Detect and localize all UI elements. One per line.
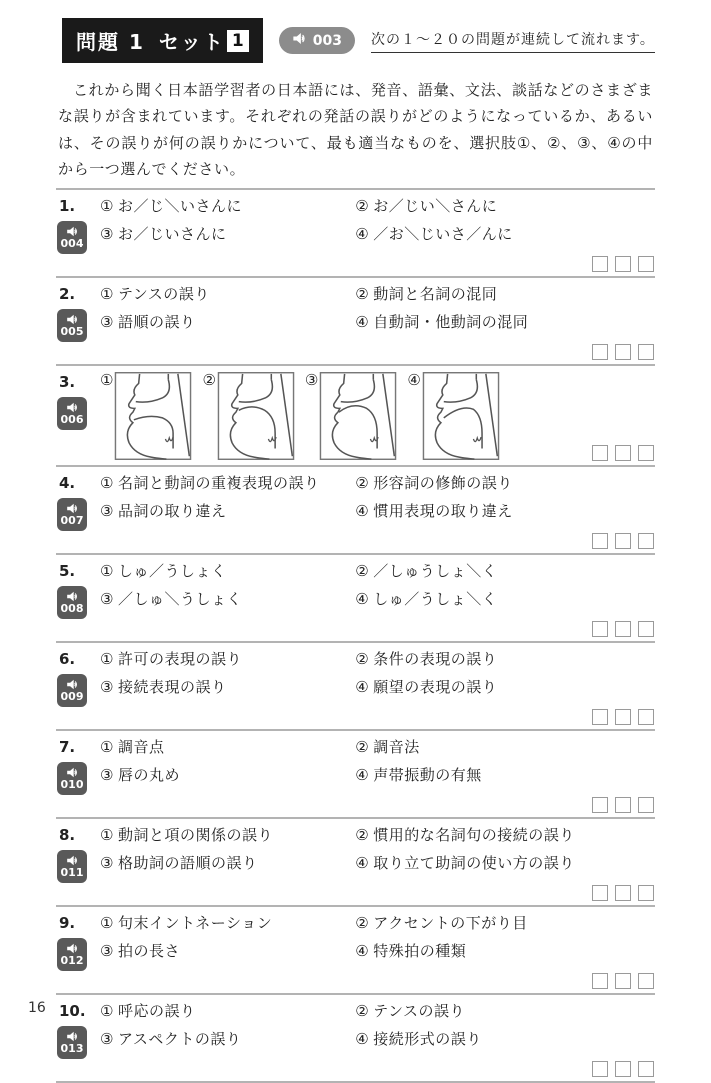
audio-track-number: 003 xyxy=(312,32,342,49)
option-mark: ③ xyxy=(100,854,114,872)
option[interactable] xyxy=(100,589,355,609)
set-number-box: 1 xyxy=(227,30,249,52)
speaker-icon xyxy=(66,767,79,778)
option[interactable] xyxy=(355,284,655,304)
answer-checkbox[interactable] xyxy=(592,797,608,813)
option-text: 条件の表現の誤り xyxy=(373,650,498,668)
option-mark: ③ xyxy=(100,590,114,608)
vocal-tract-diagram xyxy=(114,372,192,460)
option-text: 唇の丸め xyxy=(117,766,180,784)
option-mark: ② xyxy=(355,914,370,932)
audio-track-pill xyxy=(279,27,355,54)
question-number: 8. xyxy=(59,826,76,844)
answer-checkbox[interactable] xyxy=(592,1061,608,1077)
option-mark: ① xyxy=(100,738,114,756)
answer-checkbox[interactable] xyxy=(638,973,654,989)
answer-checkbox[interactable] xyxy=(638,533,654,549)
audio-track-badge xyxy=(57,397,87,430)
question-number: 6. xyxy=(59,650,76,668)
audio-track-number: 006 xyxy=(60,413,84,426)
answer-checkbox[interactable] xyxy=(638,1061,654,1077)
option-text: ／お＼じいさ／んに xyxy=(373,225,513,243)
option-text: 声帯振動の有無 xyxy=(373,766,482,784)
option[interactable] xyxy=(100,737,355,757)
option-text: 名詞と動詞の重複表現の誤り xyxy=(117,474,320,492)
answer-checkbox[interactable] xyxy=(638,797,654,813)
audio-track-badge xyxy=(57,498,87,531)
option-mark: ④ xyxy=(355,854,370,872)
option-text: 調音法 xyxy=(373,738,420,756)
vocal-tract-diagram xyxy=(217,372,295,460)
audio-track-badge xyxy=(57,674,87,707)
option[interactable] xyxy=(100,284,355,304)
option[interactable] xyxy=(355,501,655,521)
option[interactable] xyxy=(100,1029,355,1049)
audio-track-badge xyxy=(57,221,87,254)
option-text: 語順の誤り xyxy=(117,313,196,331)
audio-track-number: 004 xyxy=(60,237,84,250)
answer-boxes xyxy=(56,885,655,902)
option-text: 特殊拍の種類 xyxy=(373,942,467,960)
audio-track-badge xyxy=(57,586,87,619)
answer-checkbox[interactable] xyxy=(638,709,654,725)
option-mark: ② xyxy=(355,474,370,492)
option-mark: ② xyxy=(355,562,370,580)
options xyxy=(100,1001,655,1059)
option-mark: ① xyxy=(100,562,114,580)
answer-boxes xyxy=(56,973,655,990)
option-mark: ③ xyxy=(304,371,319,389)
option-mark: ④ xyxy=(355,1030,370,1048)
option-text: アスペクトの誤り xyxy=(117,1030,242,1048)
option-mark: ② xyxy=(355,1002,370,1020)
audio-track-number: 008 xyxy=(60,602,84,615)
option-text: 自動詞・他動詞の混同 xyxy=(373,313,529,331)
option-mark: ④ xyxy=(355,590,370,608)
speaker-icon xyxy=(66,402,79,413)
question-row xyxy=(56,364,655,465)
option[interactable] xyxy=(100,501,355,521)
option-text: しゅ／うしょく xyxy=(117,562,227,580)
option-mark: ④ xyxy=(355,942,370,960)
answer-boxes xyxy=(56,797,655,814)
answer-checkbox[interactable] xyxy=(592,973,608,989)
option-text: ／しゅ＼うしょく xyxy=(117,590,242,608)
speaker-icon xyxy=(66,943,79,954)
option-mark: ③ xyxy=(100,678,114,696)
option[interactable] xyxy=(355,649,655,669)
option-mark: ① xyxy=(100,914,114,932)
answer-checkbox[interactable] xyxy=(638,445,654,461)
question-row xyxy=(56,465,655,553)
option-image[interactable] xyxy=(100,372,192,460)
option-text: 調音点 xyxy=(117,738,165,756)
options xyxy=(100,561,655,619)
option-mark: ② xyxy=(355,826,370,844)
option-text: 句末イントネーション xyxy=(117,914,273,932)
audio-track-number: 009 xyxy=(60,690,84,703)
option-image[interactable] xyxy=(407,372,499,460)
answer-boxes xyxy=(56,344,655,361)
option-mark: ① xyxy=(100,826,114,844)
option-text: テンスの誤り xyxy=(373,1002,466,1020)
answer-boxes xyxy=(56,621,655,638)
speaker-icon xyxy=(66,591,79,602)
speaker-icon xyxy=(66,679,79,690)
option-mark: ④ xyxy=(355,766,370,784)
option-text: 動詞と名詞の混同 xyxy=(373,285,498,303)
option-text: 慣用的な名詞句の接続の誤り xyxy=(373,826,575,844)
audio-track-badge xyxy=(57,850,87,883)
audio-track-number: 012 xyxy=(60,954,84,967)
question-row xyxy=(56,729,655,817)
answer-checkbox[interactable] xyxy=(615,445,631,461)
answer-checkbox[interactable] xyxy=(592,533,608,549)
option-mark: ① xyxy=(100,285,114,303)
answer-checkbox[interactable] xyxy=(615,256,631,272)
option-mark: ② xyxy=(355,650,370,668)
option-mark: ④ xyxy=(355,678,370,696)
speaker-icon xyxy=(66,1031,79,1042)
question-row xyxy=(56,905,655,993)
option-mark: ② xyxy=(355,738,370,756)
audio-track-badge xyxy=(57,1026,87,1059)
option[interactable] xyxy=(355,737,655,757)
answer-checkbox[interactable] xyxy=(615,344,631,360)
option-text: 呼応の誤り xyxy=(117,1002,196,1020)
answer-boxes xyxy=(56,1061,655,1078)
option[interactable] xyxy=(355,196,655,216)
option-text: 格助詞の語順の誤り xyxy=(117,854,258,872)
question-number: 4. xyxy=(59,474,76,492)
option[interactable] xyxy=(355,561,655,581)
option-mark: ① xyxy=(100,1002,114,1020)
audio-track-badge xyxy=(57,762,87,795)
answer-checkbox[interactable] xyxy=(615,533,631,549)
option[interactable] xyxy=(100,941,355,961)
answer-checkbox[interactable] xyxy=(615,973,631,989)
answer-boxes xyxy=(56,709,655,726)
option-text: 形容詞の修飾の誤り xyxy=(373,474,513,492)
option-mark: ④ xyxy=(355,313,370,331)
options xyxy=(100,825,655,883)
options xyxy=(100,649,655,707)
option-text: 品詞の取り違え xyxy=(117,502,227,520)
audio-track-number: 013 xyxy=(60,1042,84,1055)
option[interactable] xyxy=(100,913,355,933)
options xyxy=(100,737,655,795)
answer-checkbox[interactable] xyxy=(638,256,654,272)
option-text: ／しゅうしょ＼く xyxy=(373,562,498,580)
option[interactable] xyxy=(100,312,355,332)
problem-title: 問題 1 xyxy=(76,30,145,54)
answer-boxes xyxy=(56,256,655,273)
option[interactable] xyxy=(355,1001,655,1021)
option-mark: ③ xyxy=(100,1030,114,1048)
option-text: お／じいさんに xyxy=(117,225,227,243)
audio-track-number: 007 xyxy=(60,514,84,527)
answer-checkbox[interactable] xyxy=(592,344,608,360)
option-text: 願望の表現の誤り xyxy=(373,678,498,696)
option-text: お／じい＼さんに xyxy=(373,197,498,215)
answer-boxes xyxy=(56,533,655,550)
option[interactable] xyxy=(355,765,655,785)
question-row xyxy=(56,817,655,905)
option[interactable] xyxy=(355,224,655,244)
question-row xyxy=(56,188,655,276)
option-mark: ② xyxy=(202,371,216,389)
option[interactable] xyxy=(355,941,655,961)
option-text: 許可の表現の誤り xyxy=(117,650,242,668)
option[interactable] xyxy=(355,913,655,933)
option[interactable] xyxy=(355,677,655,697)
question-number: 5. xyxy=(59,562,76,580)
answer-checkbox[interactable] xyxy=(638,885,654,901)
answer-checkbox[interactable] xyxy=(638,621,654,637)
problem-set-title xyxy=(62,18,263,63)
option-mark: ② xyxy=(355,197,370,215)
option-text: 接続表現の誤り xyxy=(117,678,227,696)
option-mark: ④ xyxy=(355,225,370,243)
option-mark: ① xyxy=(100,371,114,389)
options xyxy=(100,284,655,342)
header-instruction: 次の１～２０の問題が連続して流れます。 xyxy=(371,29,655,53)
question-row xyxy=(56,553,655,641)
option-mark: ① xyxy=(100,474,114,492)
option-mark: ① xyxy=(100,197,114,215)
question-number: 9. xyxy=(59,914,76,932)
option-text: お／じ＼いさんに xyxy=(117,197,242,215)
option-text: テンスの誤り xyxy=(117,285,210,303)
option[interactable] xyxy=(355,1029,655,1049)
speaker-icon xyxy=(292,32,307,49)
audio-track-number: 005 xyxy=(60,325,84,338)
answer-checkbox[interactable] xyxy=(615,1061,631,1077)
set-label: セット xyxy=(158,30,225,54)
option-mark: ③ xyxy=(100,502,114,520)
question-row xyxy=(56,993,655,1081)
answer-checkbox[interactable] xyxy=(592,445,608,461)
option[interactable] xyxy=(100,677,355,697)
option[interactable] xyxy=(355,473,655,493)
speaker-icon xyxy=(66,855,79,866)
option[interactable] xyxy=(100,649,355,669)
option-text: 接続形式の誤り xyxy=(373,1030,482,1048)
question-row xyxy=(56,641,655,729)
option-image[interactable] xyxy=(305,372,397,460)
option[interactable] xyxy=(100,853,355,873)
speaker-icon xyxy=(66,226,79,237)
option[interactable] xyxy=(355,312,655,332)
answer-checkbox[interactable] xyxy=(615,885,631,901)
answer-checkbox[interactable] xyxy=(615,709,631,725)
answer-checkbox[interactable] xyxy=(638,344,654,360)
option-mark: ② xyxy=(355,285,370,303)
intro-paragraph: これから聞く日本語学習者の日本語には、発音、語彙、文法、談話などのさまざまな誤りが含まれています。それぞれの発話の誤りがどのようになっているか、あるいは、その誤りが何の誤りかについて、最も適当なものを、選択肢①、②、③、④の中から一つ選んでください。 xyxy=(58,81,653,178)
option[interactable] xyxy=(100,1001,355,1021)
option[interactable] xyxy=(355,589,655,609)
option-mark: ③ xyxy=(100,942,114,960)
question-number: 10. xyxy=(59,1002,86,1020)
question-list xyxy=(56,188,655,1083)
option-text: 取り立て助詞の使い方の誤り xyxy=(373,854,575,872)
option-image[interactable] xyxy=(202,372,294,460)
option[interactable] xyxy=(355,825,655,845)
option-mark: ④ xyxy=(355,502,370,520)
option[interactable] xyxy=(100,196,355,216)
option[interactable] xyxy=(355,853,655,873)
options xyxy=(100,196,655,254)
audio-track-number: 010 xyxy=(60,778,84,791)
page-header xyxy=(62,18,655,63)
option[interactable] xyxy=(100,561,355,581)
option-mark: ① xyxy=(100,650,114,668)
audio-track-badge xyxy=(57,309,87,342)
option-text: 拍の長さ xyxy=(117,942,180,960)
option-text: しゅ／うしょ＼く xyxy=(373,590,498,608)
speaker-icon xyxy=(66,314,79,325)
answer-checkbox[interactable] xyxy=(592,256,608,272)
answer-checkbox[interactable] xyxy=(615,797,631,813)
audio-track-badge xyxy=(57,938,87,971)
speaker-icon xyxy=(66,503,79,514)
question-number: 1. xyxy=(59,197,76,215)
option[interactable] xyxy=(100,224,355,244)
option-mark: ③ xyxy=(100,313,114,331)
question-number: 7. xyxy=(59,738,76,756)
option-mark: ③ xyxy=(100,225,114,243)
answer-checkbox[interactable] xyxy=(592,621,608,637)
option[interactable] xyxy=(100,825,355,845)
audio-track-number: 011 xyxy=(60,866,84,879)
options xyxy=(100,372,655,460)
answer-checkbox[interactable] xyxy=(592,885,608,901)
answer-checkbox[interactable] xyxy=(592,709,608,725)
question-row xyxy=(56,276,655,364)
options xyxy=(100,473,655,531)
options xyxy=(100,913,655,971)
page-number: 16 xyxy=(28,1000,46,1016)
option-text: 動詞と項の関係の誤り xyxy=(117,826,273,844)
question-number: 3. xyxy=(59,373,76,391)
option-text: アクセントの下がり目 xyxy=(373,914,528,932)
option[interactable] xyxy=(100,473,355,493)
option-mark: ③ xyxy=(100,766,114,784)
option[interactable] xyxy=(100,765,355,785)
option-mark: ④ xyxy=(407,371,421,389)
vocal-tract-diagram xyxy=(422,372,500,460)
question-number: 2. xyxy=(59,285,76,303)
answer-checkbox[interactable] xyxy=(615,621,631,637)
option-text: 慣用表現の取り違え xyxy=(373,502,513,520)
vocal-tract-diagram xyxy=(319,372,397,460)
